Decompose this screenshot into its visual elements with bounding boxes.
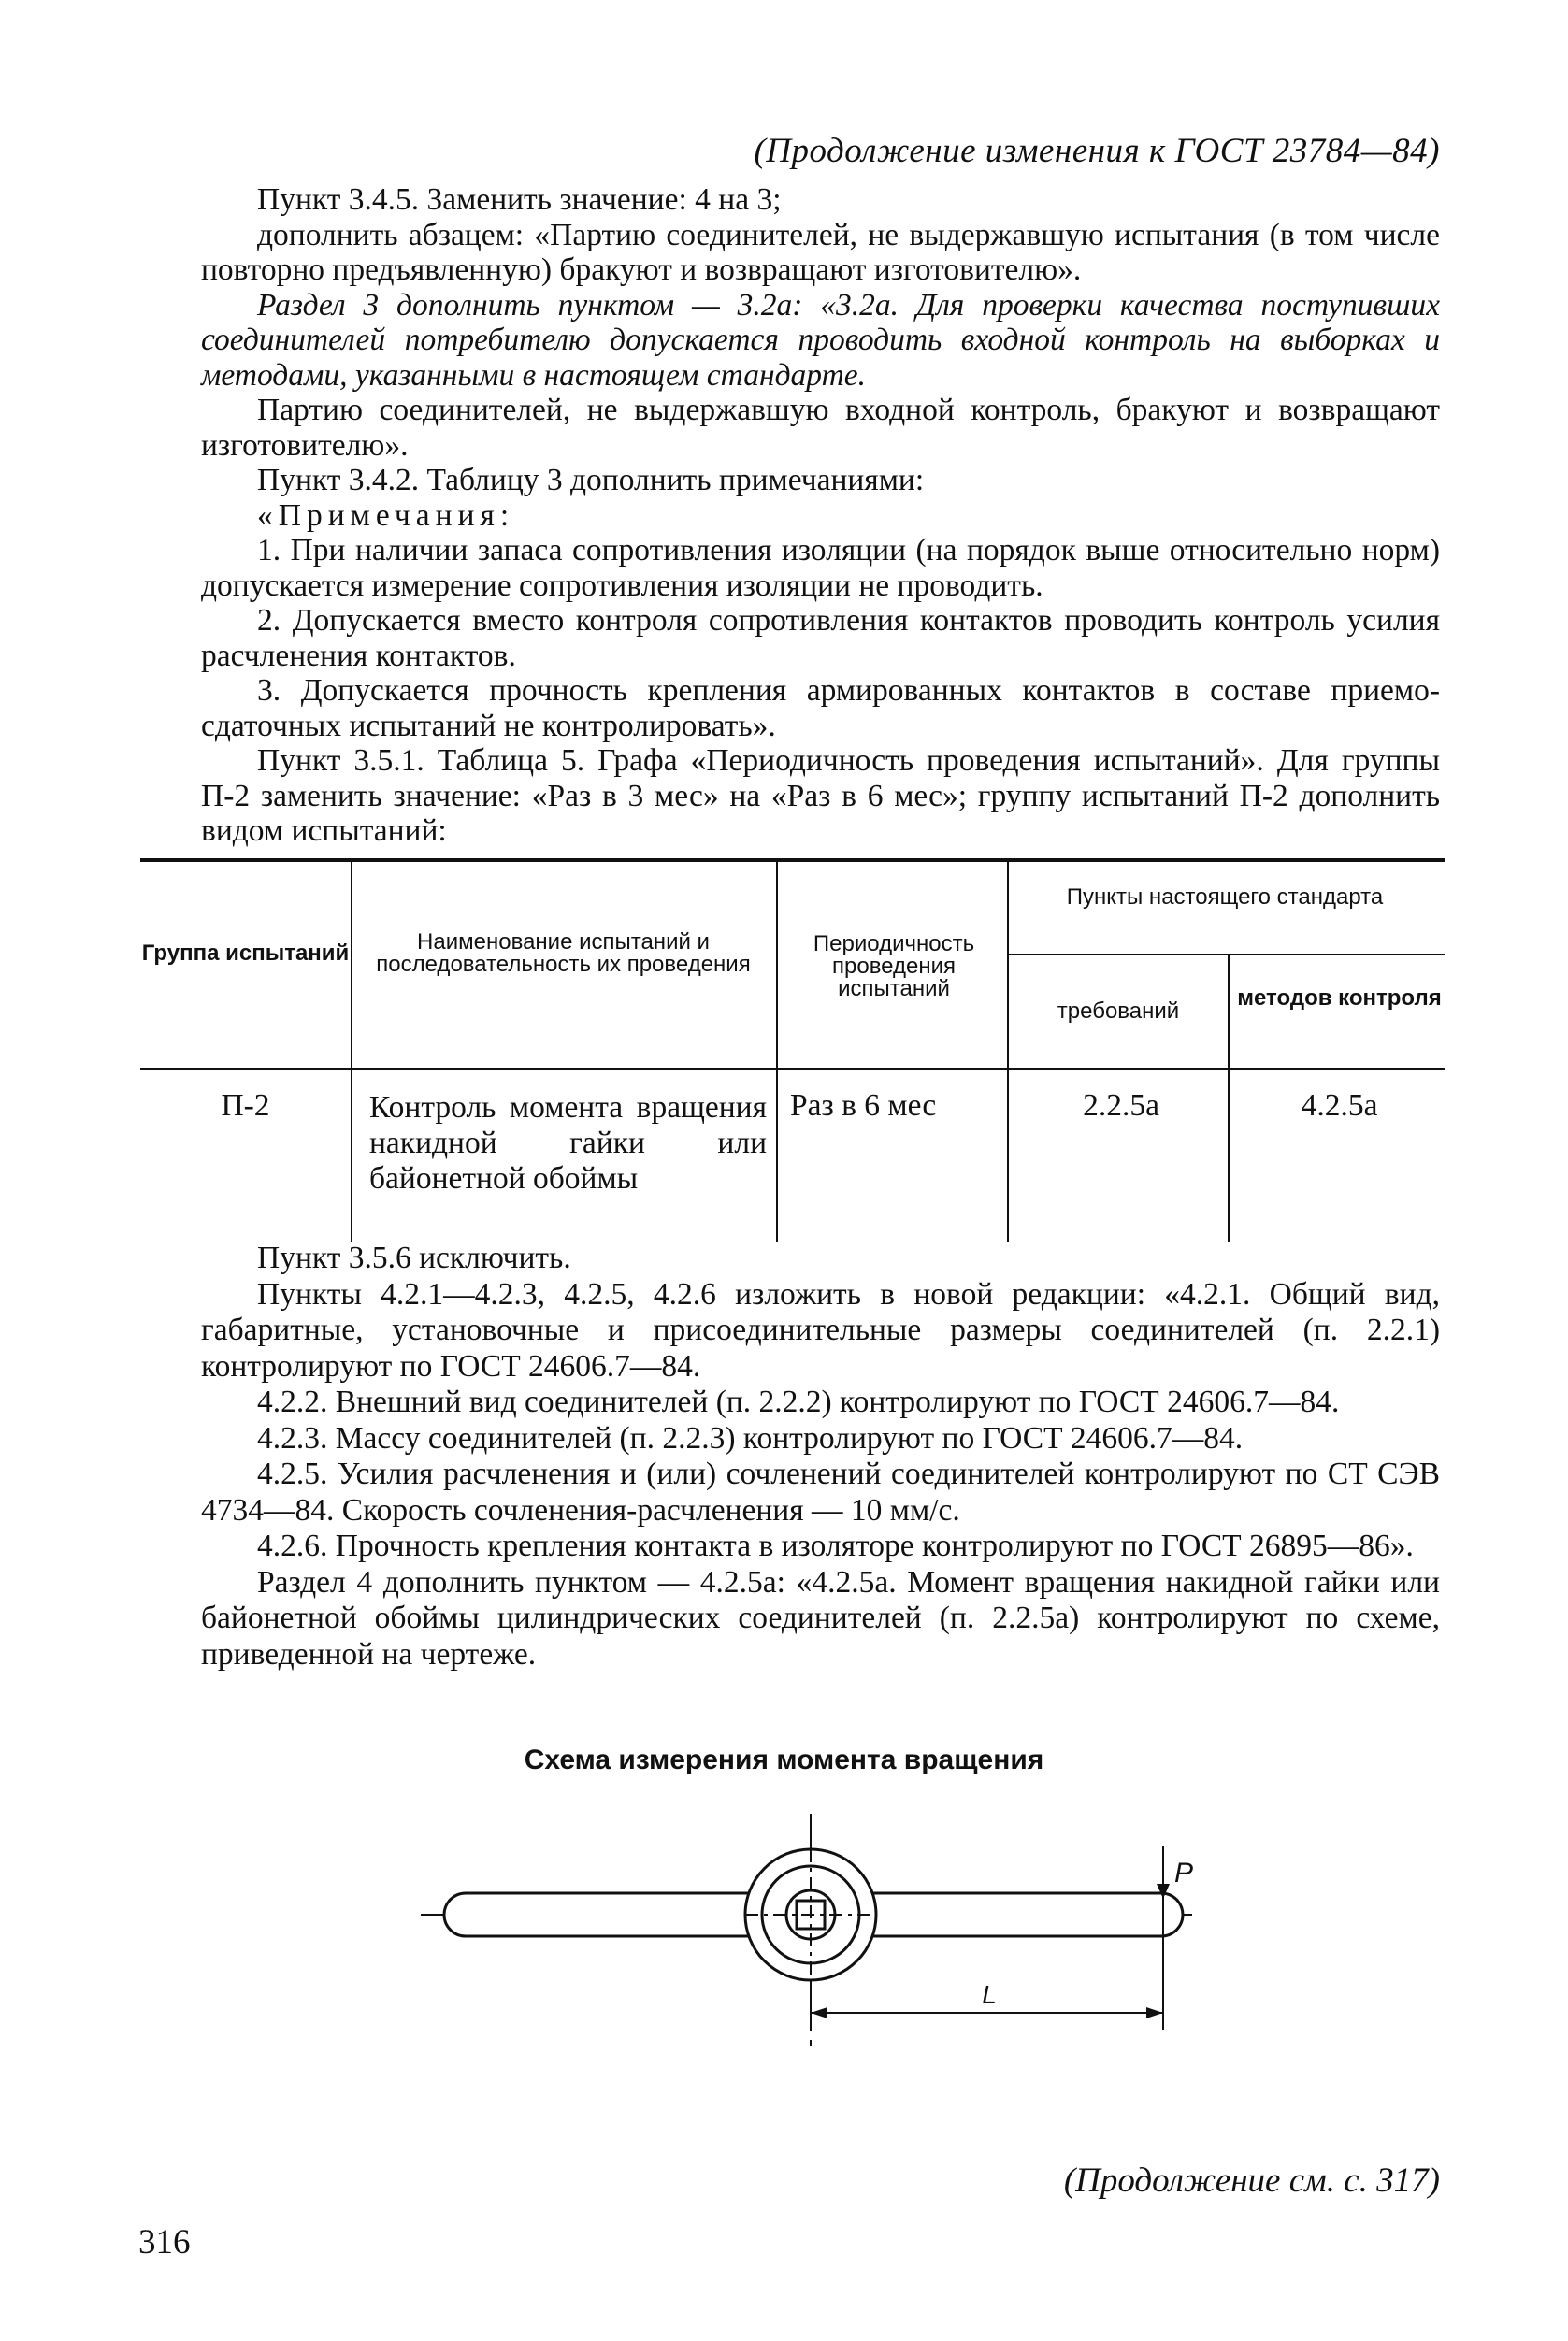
continuation-header: (Продолжение изменения к ГОСТ 23784—84) <box>754 132 1440 170</box>
table-header-rule <box>140 1068 1445 1070</box>
row-methods: 4.2.5а <box>1301 1088 1378 1123</box>
dimension-arrow-left-icon <box>811 2007 827 2018</box>
table-top-rule <box>140 858 1445 862</box>
subheader-rule <box>1007 954 1445 955</box>
paragraph: Пункт 3.5.1. Таблица 5. Графа «Периодичность проведения испытаний». Для группы П-2 заменить значение: «Раз в 3 мес» на «Раз в 6 мес»; группу испытаний П-2 дополнить видом испытаний: <box>201 743 1440 848</box>
continued-note: (Продолжение см. с. 317) <box>1063 2161 1440 2200</box>
note-item: 2. Допускается вместо контроля сопротивления контактов проводить контроль усилия расчленения контактов. <box>201 603 1440 673</box>
note-item: 1. При наличии запаса сопротивления изоляции (на порядок выше относительно норм) допускается измерение сопротивления изоляции не проводить. <box>201 533 1440 603</box>
paragraph: 4.2.3. Массу соединителей (п. 2.2.3) контролируют по ГОСТ 24606.7—84. <box>257 1420 1244 1456</box>
paragraph: Раздел 3 дополнить пунктом — 3.2а: «3.2а. Для проверки качества поступивших соединителей потребителю допускается проводить входной контроль на выборках и методами, указанными в настоящем стандарте. <box>201 287 1440 393</box>
paragraph: Пункт 3.4.5. Заменить значение: 4 на 3; <box>257 182 782 217</box>
column-divider <box>776 858 778 1242</box>
header-group: Группа испытаний <box>141 941 350 966</box>
force-label: P <box>1174 1858 1194 1889</box>
paragraph: дополнить абзацем: «Партию соединителей, не выдержавшую испытания (в том числе повторно предъявленную) бракуют и возвращают изготовителю». <box>201 217 1440 287</box>
paragraph: 4.2.5. Усилия расчленения и (или) сочленений соединителей контролируют по СТ СЭВ 4734—84. Скорость сочленения-расчленения — 10 мм/с. <box>201 1457 1440 1528</box>
column-divider <box>351 858 352 1242</box>
paragraph: 4.2.2. Внешний вид соединителей (п. 2.2.2) контролируют по ГОСТ 24606.7—84. <box>257 1385 1340 1419</box>
paragraph: Раздел 4 дополнить пунктом — 4.2.5а: «4.2.5а. Момент вращения накидной гайки или байонетной обоймы цилиндрических соединителей (п. 2.2.5а) контролируют по схеме, приведенной на чертеже. <box>201 1564 1440 1672</box>
note-item: 3. Допускается прочность крепления армированных контактов в составе приемо-сдаточных испытаний не контролировать». <box>201 673 1440 743</box>
top-text-block <box>201 182 1440 849</box>
header-clauses: Пункты настоящего стандарта <box>1066 884 1384 910</box>
paragraph: Пункт 3.5.6 исключить. <box>257 1241 571 1275</box>
row-name: Контроль момента вращения накидной гайки или байонетной обоймы <box>369 1090 767 1196</box>
paragraph: Пункт 3.4.2. Таблицу 3 дополнить примечаниями: <box>257 463 925 497</box>
bottom-text-block <box>201 1241 1440 1673</box>
tests-table <box>140 858 1445 1242</box>
length-label: L <box>982 1980 997 2009</box>
column-divider <box>1228 955 1230 1242</box>
scheme-title: Схема измерения момента вращения <box>524 1745 1044 1775</box>
column-divider <box>1007 858 1009 1242</box>
torque-measurement-diagram <box>402 1809 1206 2090</box>
header-methods: методов контроля <box>1237 985 1442 1011</box>
row-period: Раз в 6 мес <box>790 1088 937 1123</box>
notes-heading: «Примечания: <box>257 497 515 533</box>
header-period: Периодичность проведения испытаний <box>813 931 975 1001</box>
paragraph: 4.2.6. Прочность крепления контакта в изоляторе контролируют по ГОСТ 26895—86». <box>257 1529 1414 1563</box>
dimension-arrow-right-icon <box>1146 2007 1163 2018</box>
header-requirements: требований <box>1057 998 1180 1024</box>
paragraph: Пункты 4.2.1—4.2.3, 4.2.5, 4.2.6 изложить в новой редакции: «4.2.1. Общий вид, габаритные, установочные и присоединительные размеры соединителей (п. 2.2.1) контролируют по ГОСТ 24606.7—84. <box>201 1276 1440 1384</box>
row-group: П-2 <box>221 1088 270 1123</box>
page-number: 316 <box>138 2223 191 2262</box>
header-name: Наименование испытаний и последовательность их проведения <box>376 929 751 977</box>
row-requirements: 2.2.5а <box>1083 1088 1159 1123</box>
paragraph: Партию соединителей, не выдержавшую входной контроль, бракуют и возвращают изготовителю». <box>201 393 1440 463</box>
